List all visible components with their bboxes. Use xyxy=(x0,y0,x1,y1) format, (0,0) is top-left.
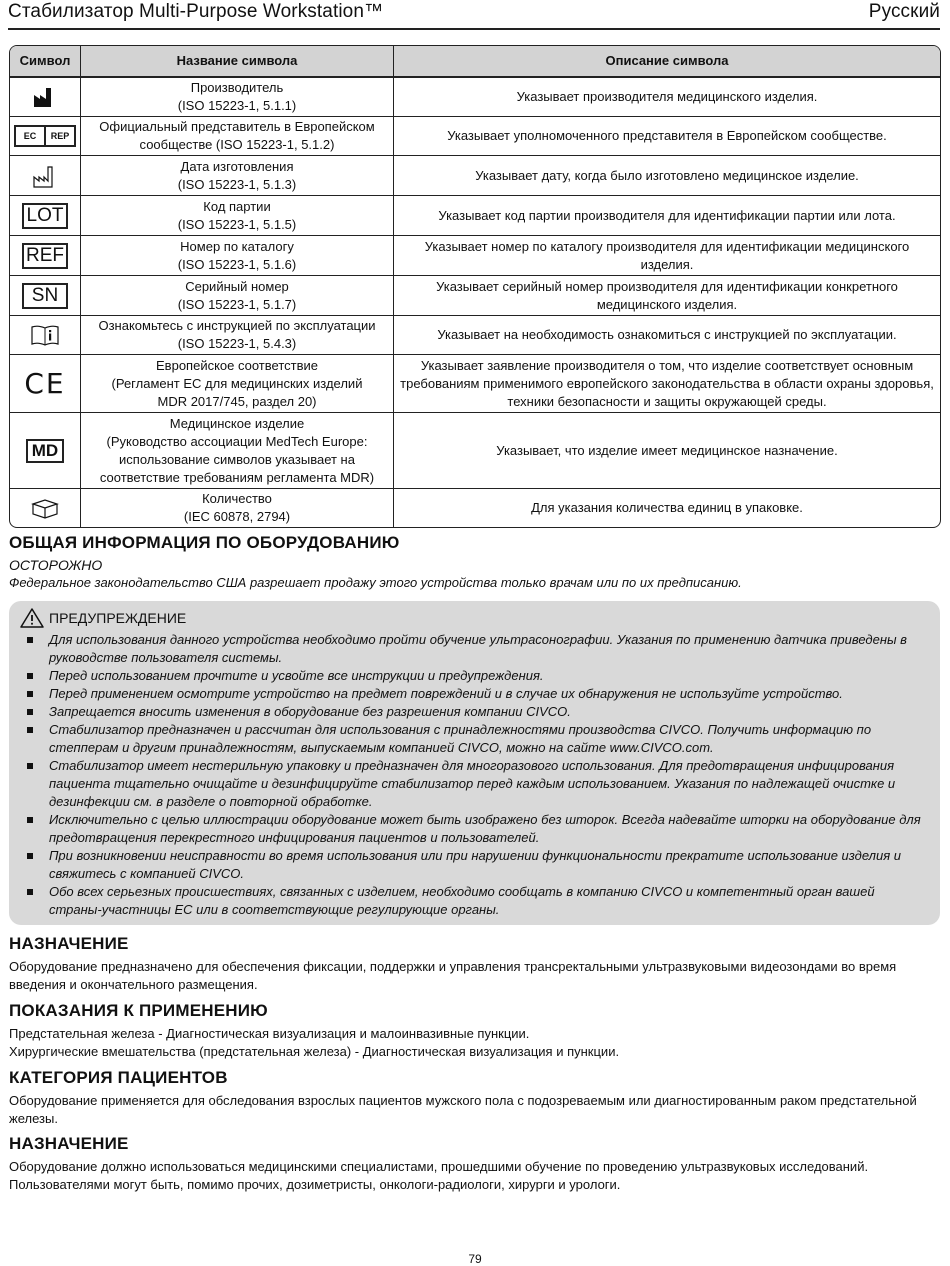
table-row xyxy=(10,275,940,315)
quantity-box-icon xyxy=(10,489,81,527)
list-item: Стабилизатор предназначен и рассчитан для использования с принадлежностями производства CIVCO. Получить информацию по степперам и другим принадлежностям, выпускаемым компанией CIVCO, можно на сайте www.CIVCO.com. xyxy=(27,721,930,757)
users-title: НАЗНАЧЕНИЕ xyxy=(9,1134,129,1153)
date-of-manufacture-icon xyxy=(10,156,81,195)
symbol-description: Указывает заявление производителя о том, что изделие соответствует основным требованиям применимого европейского законодательства в области охраны здоровья, техники безопасности и защиты окружающей среды. xyxy=(400,357,934,409)
table-header-row xyxy=(10,46,940,77)
symbol-standard: (Руководство ассоциации MedTech Europe: xyxy=(106,433,368,449)
purpose-text: Оборудование предназначено для обеспечения фиксации, поддержки и управления трансректальными ультразвуковыми видеозондами во время введения и окончательного размещения. xyxy=(9,959,897,992)
symbol-standard: сообществе (ISO 15223-1, 5.1.2) xyxy=(139,137,335,152)
table-row xyxy=(10,116,940,155)
table-row xyxy=(10,155,940,195)
page-header xyxy=(8,0,940,30)
table-row xyxy=(10,488,940,527)
patients-text: Оборудование применяется для обследования взрослых пациентов мужского пола с подозреваемым или диагностированным раком предстательной железы. xyxy=(9,1093,917,1126)
warning-list xyxy=(27,631,930,919)
users-line-2: Пользователями могут быть, помимо прочих, дозиметристы, онкологи-радиологи, хирурги и урологи. xyxy=(9,1177,621,1192)
indications-line-1: Предстательная железа - Диагностическая визуализация и малоинвазивные пункции. xyxy=(9,1026,530,1041)
general-info-title: ОБЩАЯ ИНФОРМАЦИЯ ПО ОБОРУДОВАНИЮ xyxy=(9,533,400,552)
patients-title: КАТЕГОРИЯ ПАЦИЕНТОВ xyxy=(9,1068,228,1087)
sn-icon: SN xyxy=(10,276,81,315)
symbol-description: Указывает на необходимость ознакомиться с инструкцией по эксплуатации. xyxy=(437,327,897,342)
symbol-description: Указывает номер по каталогу производителя для идентификации медицинского изделия. xyxy=(424,238,910,272)
symbol-name: Ознакомьтесь с инструкцией по эксплуатации xyxy=(98,318,376,333)
md-icon: MD xyxy=(10,413,81,488)
symbol-description: Указывает производителя медицинского изделия. xyxy=(516,89,818,104)
symbol-description: Указывает дату, когда было изготовлено медицинское изделие. xyxy=(475,167,859,183)
symbol-description: Указывает серийный номер производителя для идентификации конкретного медицинского изделия. xyxy=(436,278,898,312)
symbol-description: Указывает уполномоченного представителя в Европейском сообществе. xyxy=(447,128,887,143)
symbol-standard: (ISO 15223-1, 5.1.6) xyxy=(177,256,297,272)
indications-line-2: Хирургические вмешательства (предстательная железа) - Диагностическая визуализация и пункции. xyxy=(9,1044,620,1059)
language-label: Русский xyxy=(868,1,940,22)
symbol-standard: (ISO 15223-1, 5.1.3) xyxy=(177,176,297,192)
symbol-standard: (IEC 60878, 2794) xyxy=(183,509,291,524)
ec-rep-icon: EC REP xyxy=(10,117,81,155)
manufacturer-icon xyxy=(10,78,81,116)
table-row xyxy=(10,235,940,275)
symbol-standard: (ISO 15223-1, 5.1.7) xyxy=(177,296,297,312)
symbol-name: Производитель xyxy=(190,80,284,95)
symbol-name: Дата изготовления xyxy=(180,158,294,174)
document-title: Стабилизатор Multi-Purpose Workstation™ xyxy=(8,1,384,22)
warning-triangle-icon xyxy=(19,607,45,629)
indications-title: ПОКАЗАНИЯ К ПРИМЕНЕНИЮ xyxy=(9,1001,268,1020)
symbol-name: Количество xyxy=(202,491,272,506)
list-item: Перед использованием прочтите и усвойте все инструкции и предупреждения. xyxy=(27,667,930,685)
header-name: Название символа xyxy=(81,46,394,76)
symbol-standard: (Регламент ЕС для медицинских изделий xyxy=(111,375,363,391)
caution-text: Федеральное законодательство США разрешает продажу этого устройства только врачам или по их предписанию. xyxy=(9,575,742,590)
list-item: Перед применением осмотрите устройство на предмет повреждений и в случае их обнаружения не используйте устройство. xyxy=(27,685,930,703)
list-item: Стабилизатор имеет нестерильную упаковку и предназначен для многоразового использования. Для предотвращения инфицирования пациента тщательно очищайте и дезинфицируйте стабилизатор перед каждым использованием. Указания по надлежащей очистке и дезинфекции см. в разделе о повторной обработке. xyxy=(27,757,930,811)
page-number: 79 xyxy=(468,1252,482,1266)
symbol-name: Официальный представитель в Европейском xyxy=(99,119,375,134)
symbol-description: Указывает, что изделие имеет медицинское назначение. xyxy=(496,442,838,458)
lot-icon: LOT xyxy=(10,196,81,235)
list-item: Запрещается вносить изменения в оборудование без разрешения компании CIVCO. xyxy=(27,703,930,721)
ce-mark-icon: CE xyxy=(10,355,81,412)
symbols-table xyxy=(9,45,941,528)
symbol-description: Для указания количества единиц в упаковке. xyxy=(531,500,803,515)
symbol-standard: (ISO 15223-1, 5.1.5) xyxy=(177,216,297,232)
caution-label: ОСТОРОЖНО xyxy=(9,557,103,573)
table-row: MD Медицинское изделие (Руководство ассоциации MedTech Europe: использование символов указывает на соответствие требованиям регламента MDR) Указывает, что изделие имеет медицинское назначение. xyxy=(10,412,940,488)
list-item: Обо всех серьезных происшествиях, связанных с изделием, необходимо сообщать в компанию CIVCO и компетентный орган вашей страны-участницы ЕС или в соответствующие регулирующие органы. xyxy=(27,883,930,919)
list-item: При возникновении неисправности во время использования или при нарушении функциональности прекратите использование изделия и свяжитесь с компанией CIVCO. xyxy=(27,847,930,883)
table-row: CE Европейское соответствие (Регламент ЕС для медицинских изделий MDR 2017/745, раздел 20) Указывает заявление производителя о том, что изделие соответствует основным требованиям применимого европейского законодательства в области охраны здоровья, техники безопасности и защиты окружающей среды. xyxy=(10,354,940,412)
header-symbol: Символ xyxy=(10,46,81,76)
list-item: Исключительно с целью иллюстрации оборудование может быть изображено без шторок. Всегда надевайте шторки на оборудование для предотвращения перекрестного инфицирования пациентов и пользователей. xyxy=(27,811,930,847)
header-description: Описание символа xyxy=(605,53,729,68)
symbol-standard: (ISO 15223-1, 5.4.3) xyxy=(177,336,297,351)
symbol-name: Европейское соответствие xyxy=(156,357,318,373)
symbol-standard: (ISO 15223-1, 5.1.1) xyxy=(177,98,297,113)
symbol-name: Номер по каталогу xyxy=(180,238,294,254)
symbol-name: Медицинское изделие xyxy=(169,415,305,431)
table-row xyxy=(10,315,940,354)
users-line-1: Оборудование должно использоваться медицинскими специалистами, прошедшими обучение по проведению ультразвуковых исследований. xyxy=(9,1159,869,1174)
list-item: Для использования данного устройства необходимо пройти обучение ультрасонографии. Указания по применению датчика приведены в руководстве пользователя системы. xyxy=(27,631,930,667)
warning-title: ПРЕДУПРЕЖДЕНИЕ xyxy=(49,610,187,626)
purpose-title: НАЗНАЧЕНИЕ xyxy=(9,934,129,953)
ref-icon: REF xyxy=(10,236,81,275)
symbol-name: Серийный номер xyxy=(185,278,289,294)
table-row xyxy=(10,77,940,116)
symbol-description: Указывает код партии производителя для идентификации партии или лота. xyxy=(438,207,896,223)
instructions-icon xyxy=(10,316,81,354)
symbol-name: Код партии xyxy=(203,198,271,214)
warning-box xyxy=(9,601,940,925)
table-row xyxy=(10,195,940,235)
